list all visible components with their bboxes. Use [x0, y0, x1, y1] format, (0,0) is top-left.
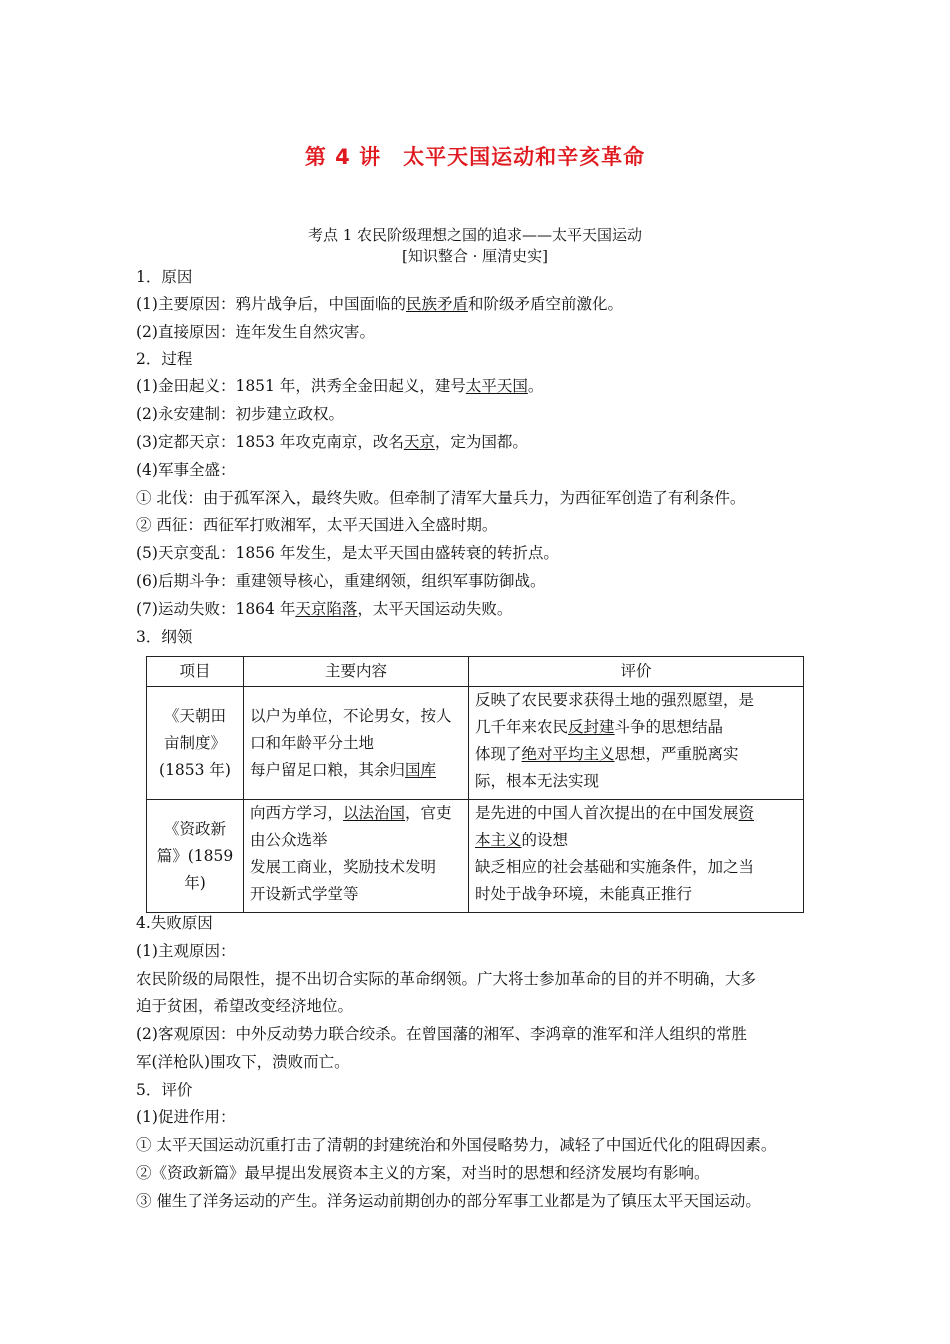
section-heading: 考点 1 农民阶级理想之国的追求——太平天国运动 — [307, 226, 643, 244]
evaluation-item-2: ②《资政新篇》最早提出发展资本主义的方案，对当时的思想和经济发展均有影响。 — [136, 1164, 710, 1182]
section-subheading: [知识整合 · 厘清史实] — [401, 247, 548, 265]
table-cell-item: 《资政新 篇》(1859 年) — [147, 800, 244, 913]
causes-heading: 1．原因 — [136, 268, 193, 286]
process-item-4b: ② 西征：西征军打败湘军，太平天国进入全盛时期。 — [136, 516, 498, 534]
process-heading: 2．过程 — [136, 350, 193, 368]
program-table — [146, 656, 804, 913]
table-row — [147, 687, 804, 800]
failure-subjective: (1)主观原因： — [136, 942, 236, 960]
process-item-4: (4)军事全盛： — [136, 461, 236, 479]
failure-subjective-text: 迫于贫困，希望改变经济地位。 — [136, 997, 354, 1015]
page-title: 第 4 讲 太平天国运动和辛亥革命 — [304, 145, 646, 169]
table-cell-evaluation: 反映了农民要求获得土地的强烈愿望，是 几千年来农民反封建斗争的思想结晶 体现了绝对平均主义思想，严重脱离实 际，根本无法实现 — [469, 687, 804, 800]
evaluation-item-3: ③ 催生了洋务运动的产生。洋务运动前期创办的部分军事工业都是为了镇压太平天国运动。 — [136, 1192, 761, 1210]
failure-subjective-text: 农民阶级的局限性，提不出切合实际的革命纲领。广大将士参加革命的目的并不明确，大多 — [136, 970, 757, 988]
failure-heading: 4.失败原因 — [136, 914, 213, 932]
process-item-6: (6)后期斗争：重建领导核心，重建纲领，组织军事防御战。 — [136, 572, 546, 590]
table-header: 项目 — [147, 657, 244, 687]
table-header-row — [147, 657, 804, 687]
evaluation-item-1: ① 太平天国运动沉重打击了清朝的封建统治和外国侵略势力，减轻了中国近代化的阻碍因素。 — [136, 1136, 777, 1154]
evaluation-promote: (1)促进作用： — [136, 1108, 236, 1126]
table-cell-evaluation: 是先进的中国人首次提出的在中国发展资 本主义的设想 缺乏相应的社会基础和实施条件，加之当 时处于战争环境，未能真正推行 — [469, 800, 804, 913]
table-header: 主要内容 — [244, 657, 469, 687]
failure-objective-text: 军(洋枪队)围攻下，溃败而亡。 — [136, 1053, 350, 1071]
process-item-7: (7)运动失败：1864 年天京陷落，太平天国运动失败。 — [136, 600, 513, 618]
process-item-3: (3)定都天京：1853 年攻克南京，改名天京，定为国都。 — [136, 433, 528, 451]
table-cell-content: 向西方学习，以法治国，官吏 由公众选举 发展工商业，奖励技术发明 开设新式学堂等 — [244, 800, 469, 913]
table-cell-content: 以户为单位，不论男女，按人 口和年龄平分土地 每户留足口粮，其余归国库 — [244, 687, 469, 800]
failure-objective-text: (2)客观原因：中外反动势力联合绞杀。在曾国藩的湘军、李鸿章的淮军和洋人组织的常胜 — [136, 1025, 747, 1043]
cause-direct: (2)直接原因：连年发生自然灾害。 — [136, 323, 375, 341]
table-row — [147, 800, 804, 913]
process-item-2: (2)永安建制：初步建立政权。 — [136, 405, 344, 423]
process-item-4a: ① 北伐：由于孤军深入，最终失败。但牵制了清军大量兵力，为西征军创造了有利条件。 — [136, 489, 746, 507]
program-heading: 3．纲领 — [136, 628, 193, 646]
process-item-5: (5)天京变乱：1856 年发生，是太平天国由盛转衰的转折点。 — [136, 544, 559, 562]
evaluation-heading: 5．评价 — [136, 1081, 193, 1099]
table-cell-item: 《天朝田 亩制度》 (1853 年) — [147, 687, 244, 800]
table-header: 评价 — [469, 657, 804, 687]
process-item-1: (1)金田起义：1851 年，洪秀全金田起义，建号太平天国。 — [136, 377, 544, 395]
cause-main: (1)主要原因：鸦片战争后，中国面临的民族矛盾和阶级矛盾空前激化。 — [136, 295, 623, 313]
